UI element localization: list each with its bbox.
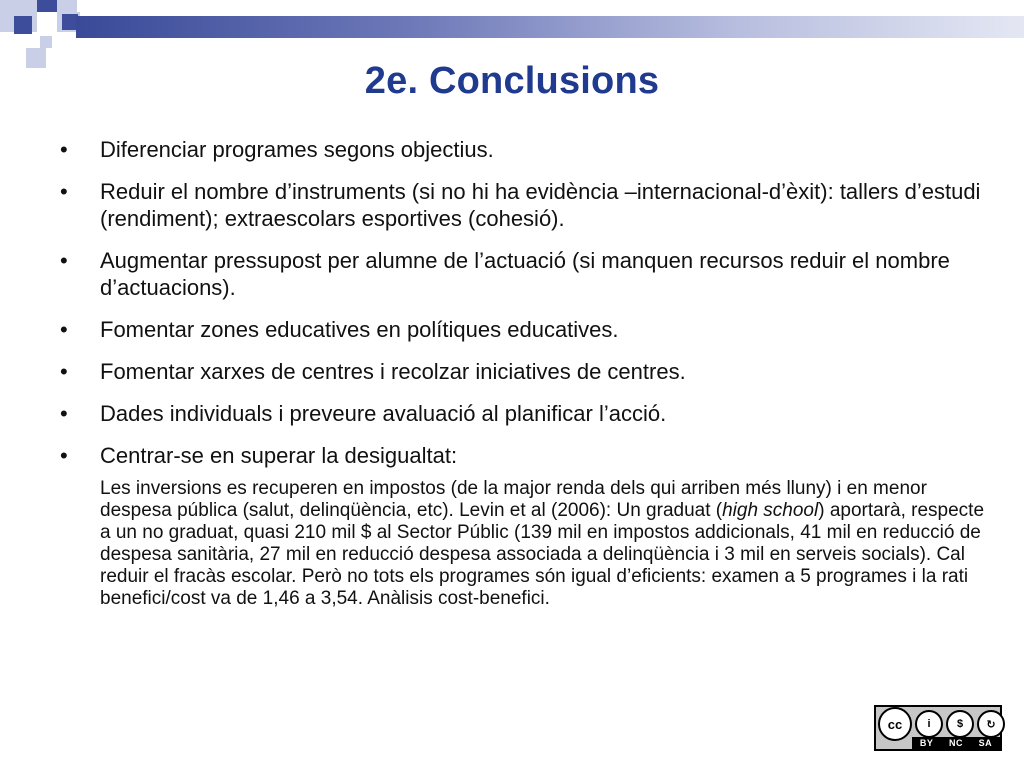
- cc-label-nc: NC: [949, 738, 963, 748]
- noncommercial-icon: $: [946, 710, 974, 738]
- bullet-item: [60, 316, 990, 343]
- sub-paragraph: [100, 478, 990, 610]
- bullet-icon: •: [60, 401, 68, 426]
- bullet-text: Augmentar pressupost per alumne de l’actuació (si manquen recursos reduir el nombre d’actuacions).: [100, 248, 950, 300]
- bullet-icon: •: [60, 137, 68, 162]
- bullet-text: Diferenciar programes segons objectius.: [100, 137, 494, 162]
- bullet-item: [60, 400, 990, 427]
- decor-square: [37, 0, 57, 12]
- attribution-icon: i: [915, 710, 943, 738]
- bullet-item: [60, 358, 990, 385]
- slide-content: [60, 136, 990, 610]
- bullet-text: Fomentar xarxes de centres i recolzar iniciatives de centres.: [100, 359, 686, 384]
- sub-paragraph-text: Les inversions es recuperen en impostos (de la major renda dels qui arriben més lluny) i en menor despesa pública (salut, delinqüència, etc). Levin et al (2006): Un graduat (: [100, 478, 927, 521]
- bullet-icon: •: [60, 248, 68, 273]
- sub-paragraph-italic: high school: [722, 500, 819, 521]
- cc-icon: cc: [878, 707, 912, 741]
- header-gradient-bar: [76, 16, 1024, 38]
- sub-paragraph-text: ) aportarà, respecte a un no graduat, quasi 210 mil $ al Sector Públic (139 mil en impostos addicionals, 41 mil en reducció de despesa sanitària, 27 mil en reducció despesa associada a delinqüència i 3 mil en serveis socials). Cal reduir el fracàs escolar. Però no tots els programes són igual d’eficients: examen a 5 programes i la rati benefici/cost va de 1,46 a 3,54. Anàlisis cost-benefici.: [100, 500, 985, 609]
- decor-square: [14, 16, 32, 34]
- cc-icons: [878, 710, 1005, 738]
- bullet-item: [60, 442, 990, 469]
- bullet-item: [60, 178, 990, 232]
- bullet-icon: •: [60, 359, 68, 384]
- bullet-item: [60, 247, 990, 301]
- bullet-item: [60, 136, 990, 163]
- bullet-icon: •: [60, 443, 68, 468]
- cc-label-sa: SA: [978, 738, 993, 748]
- slide-title: 2e. Conclusions: [364, 60, 660, 102]
- bullet-icon: •: [60, 317, 68, 342]
- decor-square: [40, 36, 52, 48]
- sharealike-icon: ↻: [977, 710, 1005, 738]
- bullet-text: Centrar-se en superar la desigualtat:: [100, 443, 458, 468]
- cc-license-badge[interactable]: [874, 705, 1002, 751]
- bullet-text: Dades individuals i preveure avaluació al planificar l’acció.: [100, 401, 667, 426]
- cc-label-by: BY: [919, 738, 934, 748]
- bullet-text: Reduir el nombre d’instruments (si no hi ha evidència –internacional-d’èxit): tallers d’estudi (rendiment); extraescolars esportives (cohesió).: [100, 179, 981, 231]
- bullet-text: Fomentar zones educatives en polítiques educatives.: [100, 317, 619, 342]
- cc-label-strip: [912, 737, 1000, 749]
- bullet-icon: •: [60, 179, 68, 204]
